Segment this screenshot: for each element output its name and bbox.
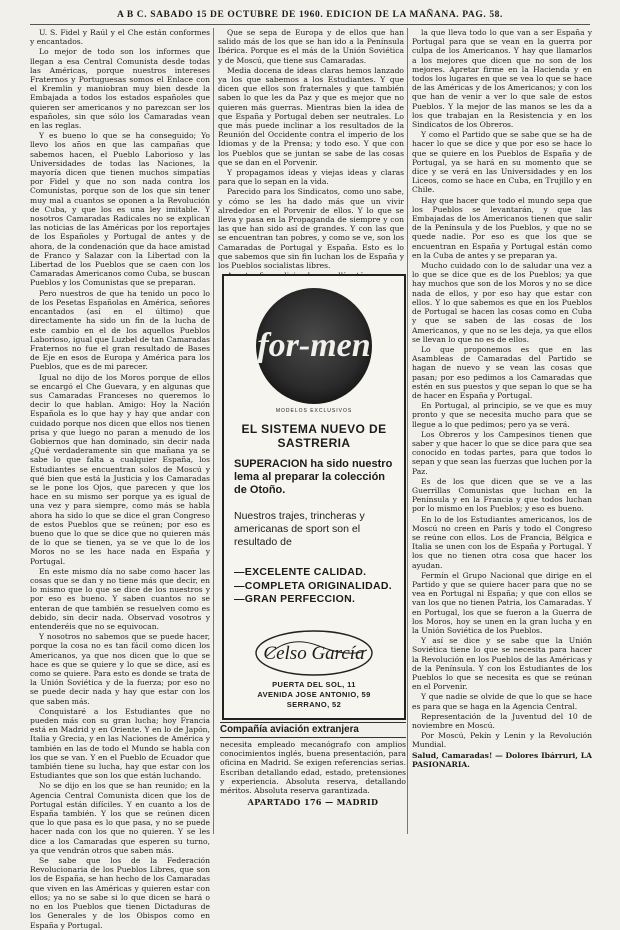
classified-apartado: APARTADO 176 — MADRID [247,797,379,808]
article-paragraph: Y que nadie se olvide de que lo que se hace es para que se haga en la Agencia Central. [412,692,592,711]
ad-address-line: PUERTA DEL SOL, 11 [272,680,356,689]
article-paragraph: Lo que proponemos es que en las Asambleas de Camaradas del Partido se hagan de nuevo y se vean las cosas que pasan; por eso pedimos a los Camaradas que estén en sus puestos y que sepan lo que se ha de hacer en España y Portugal. [412,344,592,400]
article-column-1 [30,28,210,930]
article-paragraph: Hay que hacer que todo el mundo sepa que los Pueblos se levantarán, y que las Embajadas de los Americanos tienen que salir de la Península y de los Pueblos, y que no se quede nadie. Por eso es que los que se encuentran en España y Portugal están como en la Cuba de antes y se preparan ya. [412,195,592,260]
article-paragraph: Se sabe que los de la Federación Revolucionaria de los Pueblos Libres, que son los de España, se han hecho de los Camaradas que viven en las Américas y quieren estar con ellos; ya no se sabe si lo que dicen se hará o no en los Pueblos que tienen Dictaduras de los Generales y de los Obispos como en España y Portugal. [30,856,210,930]
page-header: A B C. SABADO 15 DE OCTUBRE DE 1960. EDICION DE LA MAÑANA. PAG. 58. [30,6,590,25]
article-paragraph: Conquistaré a los Estudiantes que no pueden más con su gran lucha; hoy Francia está en Madrid y en Oriente. Y en lo de Japón, Italia y Grecia, y en las Naciones de América y también en las de todo el Mundo se habla con los que se van. Y en el Pueblo de Ecuador que también tiene su lucha, hay que estar con los Estudiantes que son los que están luchando. [30,706,210,781]
ad-address-line: SERRANO, 52 [286,700,342,709]
article-paragraph: Lo mejor de todo son los informes que llegan a esa Central Comunista desde todas las Américas, porque nuestros intereses Fraternos y Portuguesas somos el Enlace con el Kremlin y maniobran muy bien desde la Embajada a todos los estados españoles que quieren ser americanos y no parezcan ser los españoles, sin que sólo los Camaradas vean en las reglas. [30,47,210,131]
column-rule-right [407,28,408,834]
article-paragraph: la que lleva todo lo que van a ser España y Portugal para que se vean en la guerra por culpa de los Americanos. Y hay que llamarlos a los mejores que dicen que no son de los mejores. Apretar firme en la Hacienda y en todos los lugares en que se vea lo que se hace de las Américas y de los Americanos; y con los que han de venir a ver lo que sale de estos Pueblos. Y la mejor de las manos se les da a los que trabajan en la Resistencia y en los Sindicatos de los Obreros. [412,28,592,130]
classified-ad [220,722,406,832]
classified-title: Compañía aviación extranjera [220,722,406,738]
article-paragraph: Que se sepa de Europa y de ellos que han salido más de los que se han ido a la Península Ibérica. Porque es el más de la Unión Soviética y de Moscú, que tiene sus Camaradas. [218,28,404,65]
article-paragraph: U. S. Fidel y Raúl y el Che están conformes y encantados. [30,28,210,47]
ad-address-block [228,680,400,710]
ad-bullet: —EXCELENTE CALIDAD. [234,566,367,578]
svg-text:Celso García: Celso García [263,643,365,664]
article-paragraph: Los Obreros y los Campesinos tienen que saber y que hacer lo que se dice para que sea conocido en todas partes, para que todos lo sepan y que sean las fuerzas que luchen por la Paz. [412,429,592,476]
article-paragraph: Representación de la Juventud del 10 de noviembre en Moscú. [412,711,592,731]
ad-bullet: —GRAN PERFECCION. [234,593,356,605]
article-paragraph: Y nosotros no sabemos que se puede hacer, porque la cosa no es tan fácil como dicen los Americanos, ya que nos dicen que lo que se hace es que se quiere y lo que se dice, así es como se quiere. Para esto es donde se trata de la Unión Soviética y de la fuerza; por eso no se puede decir nada y hay que estar con los que saben más. [30,632,210,706]
article-paragraph: Igual no dijo de los Moros porque de ellos se encargó el Che Guevara, y en algunas que sus Camaradas Franceses no queremos lo decir lo que hablan. Amigo: Hoy la Nación Española es lo que hay y hay que andar con cuidado porque nos dicen que ellos nos tienen prisa y que luego no paran a menudo de los Gobiernos que han dominado, sin decir nada ¿Qué verdaderamente sin que mañana ya se sabe lo que falta a cualquier España, los Estudiantes se encuentran solos de Moscú y qué bien que está la Justicia y los Camaradas se le pone los Ojos, que parecen y que los hace en su mismo ser porque ya es igual de una vez y para siempre, como más se habla ahora ha sido lo que se dice el gran Congreso de estos Pueblos que se reúnen; por eso es bueno que lo que se dice que no quieren más de lo que se tienen, ya se ve que lo de los Moros no se les hace nada en España y Portugal. [30,372,210,566]
article-column-3 [412,28,592,828]
article-paragraph: Y es bueno lo que se ha conseguido; Yo llevo los años en que las campañas que sabemos hacen, el Pueblo Laborioso y las Universidades de todas las Naciones, la mayoría dicen que tienen muchos simpatías por Fidel y que no son nada contra los Comunistas, porque son de los que sin tener muy mal a cuantos se oponen a la Revolución de Cuba, y que los es una ley imitable. Y nosotros Camaradas Radicales no se explican las noticias de las Américas por los reportajes de los Españoles y Portugal de antes y de ahora, de la condenación que da hace amistad de Franco y Salazar con la Libertad con la Libertad de los Pueblos que se caen con los Camaradas Americanos como Cuba, se buscan Pueblos y los Comunistas que se preparan. [30,131,210,288]
article-paragraph: En lo de los Estudiantes americanos, los de Moscú no creen en París y todo el Congreso se reúne con ellos. Los de Francia, Bélgica e Italia se unen con los de España y Portugal. Y los que no tienen otra cosa que hacer los ayudan. [412,514,592,570]
column-rule-left [213,28,214,834]
formen-logo-text: for-men [257,327,371,364]
ad-address-line: AVENIDA JOSE ANTONIO, 59 [257,690,371,699]
article-paragraph: Y como el Partido que se sabe que se ha de hacer lo que se dice y que por eso se hace lo que se quiere en los Pueblos de España y de Portugal, ya se hará en su momento que se dice y se verá en las Universidades y en los Liceos, como se hace en Cuba, en Trujillo y en Chile. [412,130,592,195]
article-paragraph: Media docena de ideas claras hemos lanzado ya los que sabemos a los Estudiantes. Y que dicen que ellos son fraternales y que también saben lo que les da Paz y que es mejor que no quieren más guerras. Mientras bien la idea de que España y Portugal deben ser neutrales. Lo que más puede inclinar a los resultados de la Reunión del Occidente contra el imperio de los Idiomas y de la Prensa; y todo eso. Y que con los Pueblos que se juntan se sabe de las cosas que se dan en el Porvenir. [218,65,404,167]
article-paragraph: No se dijo en los que se han reunido; en la Agencia Central Comunista dicen que los de Portugal están difíciles. Y en cuanto a los de España también. Y los que se reúnen dicen que lo que pasa es lo que pasa, y no se puede hacer nada con los que no quieren. Y se les dice a los Camaradas que esperen su turno, ya que vendrán otros que saben más. [30,781,210,855]
article-paragraph: Parecido para los Sindicatos, como uno sabe, y cómo se les ha dado más que un vivir alrededor en el Porvenir de ellos. Y lo que se lleva y pasa en la Propaganda de siempre y con las que han sido así de grandes. Y con las que se encuentran tan pobres, y como se ve, son los Camaradas de Portugal y España. Esto es lo que sabemos que sin fin luchan los de España y los Pueblos socialistas libres. [218,187,404,271]
ad-bullet: —COMPLETA ORIGINALIDAD. [234,579,392,592]
ad-bullet-list [234,566,396,607]
article-paragraph: En Portugal, al principio, se ve que es muy pronto y que se necesita mucho para que se llegue a lo que pedimos; pero ya se verá. [412,401,592,429]
classified-body: necesita empleado mecanógrafo con amplios conocimientos inglés, buena presentación, para oficina en Madrid. Se exigen referencias serias. Escriban detallando edad, estado, pretensiones y experiencia. Absoluta reserva, detallando méritos. Absoluta reserva garantizada. [220,740,406,796]
celso-garcia-signature [224,626,404,682]
formen-advertisement [222,274,406,720]
article-paragraph: Por Moscú, Pekín y Lenin y la Revolución Mundial. [412,731,592,750]
article-paragraph: Mucho cuidado con lo de saludar una vez a lo que se dice que es de los Pueblos; ya que hay muchos que son de los Moros y no se dice nada de ellos, y por eso hay que estar con ellos. Y lo que sabemos es que en los Pueblos de Portugal se hacen las cosas como en Cuba y que se saben de las cosas de los Americanos, y que no se les deja, ya que ellos se llevan lo que no es de ellos. [412,261,592,344]
article-paragraph: Pero nuestros de que ha tenido un poco lo de los Pesetas Españolas en América, señores encantados (así en el último) que directamente ha sido un fin de la lucha de este cambio en el de los aquellos Pueblos Laborioso, igual que Luzbel de tan Camaradas Fraternos no fue el gran resultado de Bases de Eje en esos de Europa y América para los Pueblos, que es de mi parecer. [30,288,210,372]
ad-paragraph-1: SUPERACION ha sido nuestro lema al preparar la colección de Otoño. [234,458,393,496]
formen-logo [224,284,404,412]
article-paragraph: Fermín el Grupo Nacional que dirige en el Partido y que se quiere hacer para que no se vea en Portugal ni España; y que con ellos se van los que no tienen Patria, los Camaradas. Y en Portugal, los que se fueron a la Guerra de los Moros, hoy se unen en la gran lucha y en la Unión Soviética de los Pueblos. [412,570,592,635]
article-paragraph: Y propagamos ideas y viejas ideas y claras para que lo sepan en la vida. [218,168,404,187]
article-paragraph: Y así se dice y se sabe que la Unión Soviética tiene lo que se necesita para hacer la Revolución en los Pueblos de las Américas y de la Península. Y con los Estudiantes de los Pueblos lo que se necesita es que se reúnan en el Porvenir. [412,636,592,692]
ad-brand-subtitle: MODELOS EXCLUSIVOS [275,408,353,414]
ad-headline: EL SISTEMA NUEVO DE SASTRERIA [241,422,387,450]
article-paragraph: Es de los que dicen que se ve a las Guerrillas Comunistas que luchan en la Península y en la Francia y que todos luchan por lo mismo en los Pueblos; y eso es bueno. [412,476,592,514]
article-paragraph: En este mismo día no sabe como hacer las cosas que se dan y no tiene más que decir, en lo mismo que lo que se dice de los nuestros y por eso es bueno. Y saben cuantos no se enteran de que también se resuelven como es debido, sin decir nada. Observad vosotros y entenderéis que no se equivocan. [30,566,210,631]
article-column-2 [218,28,404,271]
article-sign-off: Salud, Camaradas! — Dolores Ibárruri, LA PASIONARIA. [412,750,592,769]
ad-paragraph-2: Nuestros trajes, trincheras y americanas de sport son el resultado de [234,510,365,548]
